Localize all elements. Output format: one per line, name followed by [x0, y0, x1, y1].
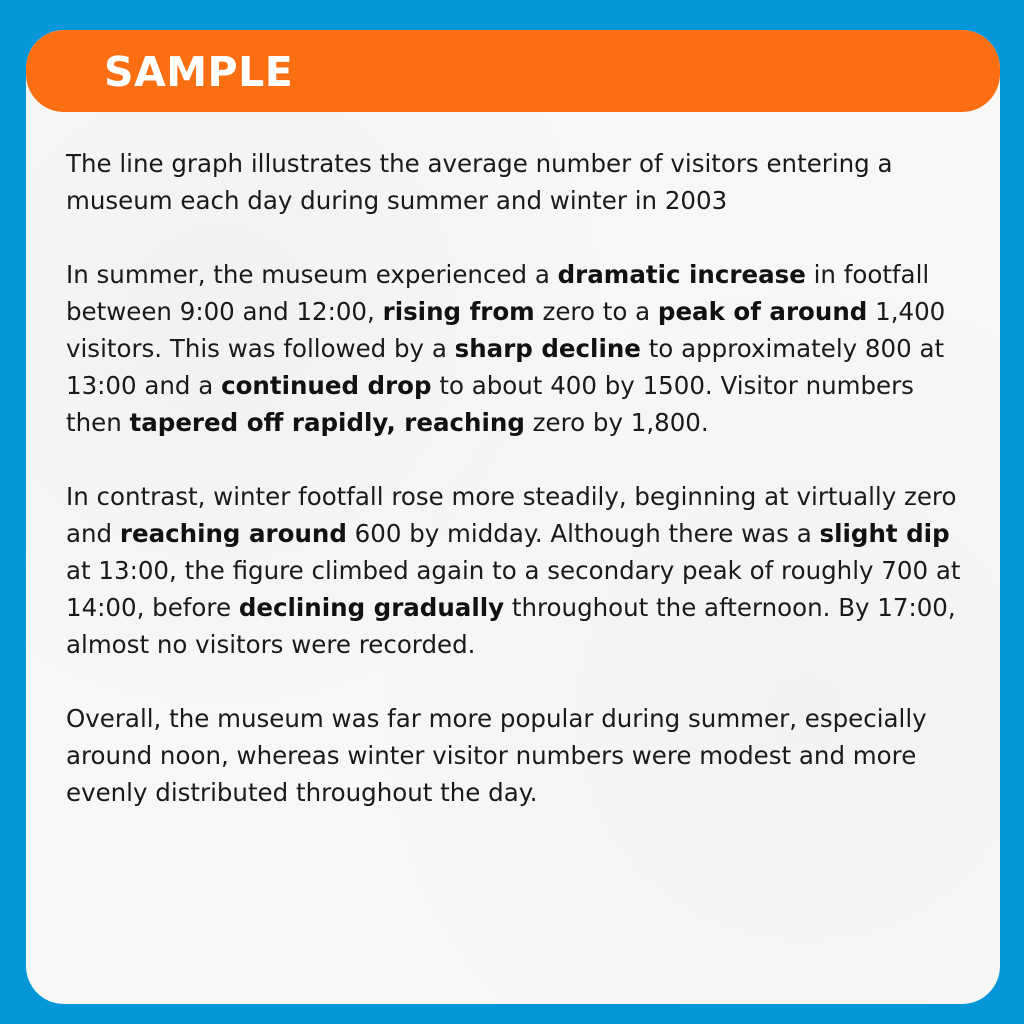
bold-phrase: rising from — [382, 297, 535, 326]
text-segment: Overall, the museum was far more popular during summer, especially around noon, whereas winter visitor numbers were modest and more evenly distributed throughout the day. — [66, 704, 927, 807]
text-segment: throughout the afternoon. By 17:00, almost no visitors were recorded. — [66, 593, 956, 659]
bold-phrase: dramatic increase — [557, 260, 806, 289]
bold-phrase: sharp decline — [454, 334, 641, 363]
bold-phrase: peak of around — [657, 297, 868, 326]
text-segment: The line graph illustrates the average number of visitors entering a museum each day during summer and winter in 2003 — [66, 149, 893, 215]
text-segment: zero to a — [534, 297, 658, 326]
paragraph-introduction — [66, 145, 966, 219]
paragraph-overview — [66, 700, 966, 811]
bold-phrase: declining gradually — [238, 593, 505, 622]
bold-phrase: reaching around — [119, 519, 347, 548]
text-segment: In contrast, winter footfall rose more steadily, beginning at virtually zero and — [66, 482, 957, 548]
header-bar — [26, 30, 1000, 112]
sample-card — [26, 30, 1000, 1004]
text-segment: In summer, the museum experienced a — [66, 260, 558, 289]
text-segment: 1,400 visitors. This was followed by a — [66, 297, 946, 363]
bold-phrase: tapered off rapidly, reaching — [129, 408, 525, 437]
paragraph-summer — [66, 256, 966, 441]
sample-essay — [66, 145, 966, 848]
text-segment: in footfall between 9:00 and 12:00, — [66, 260, 930, 326]
text-segment: zero by 1,800. — [524, 408, 709, 437]
text-segment: at 13:00, the figure climbed again to a secondary peak of roughly 700 at 14:00, before — [66, 556, 961, 622]
text-segment: 600 by midday. Although there was a — [346, 519, 820, 548]
paragraph-winter — [66, 478, 966, 663]
bold-phrase: continued drop — [221, 371, 432, 400]
bold-phrase: slight dip — [819, 519, 950, 548]
header-title: SAMPLE — [104, 48, 294, 96]
text-segment: to approximately 800 at 13:00 and a — [66, 334, 945, 400]
text-segment: to about 400 by 1500. Visitor numbers then — [66, 371, 914, 437]
